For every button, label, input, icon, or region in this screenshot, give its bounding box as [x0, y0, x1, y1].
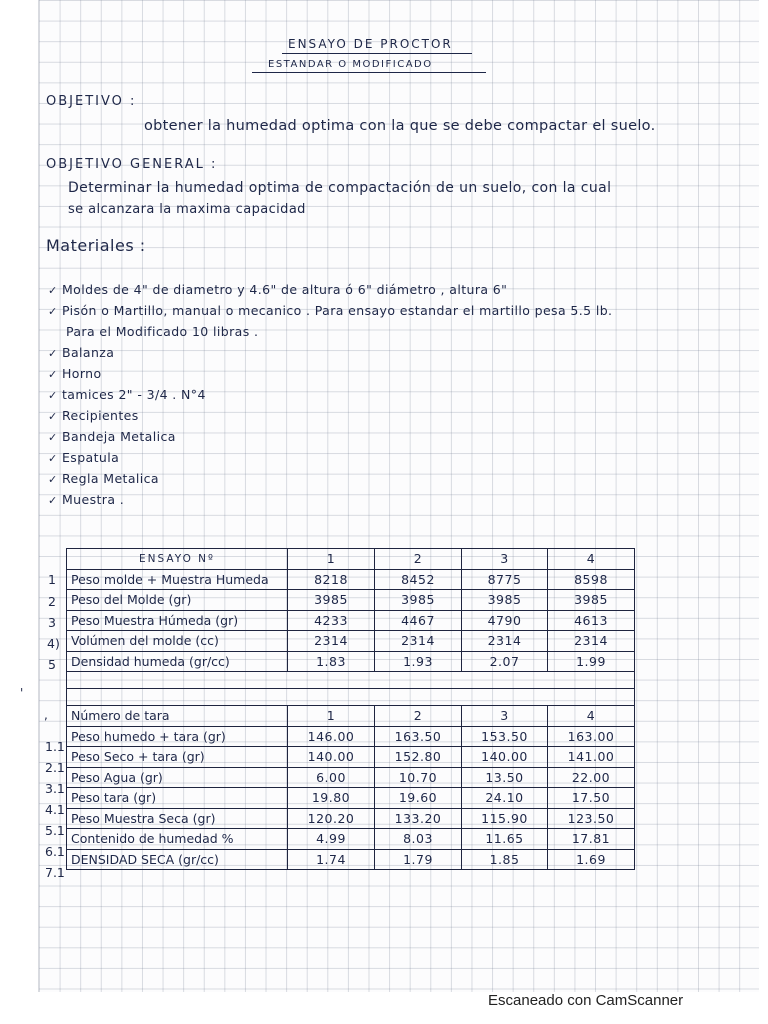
value-cell: 11.65	[462, 829, 548, 850]
value-cell: 152.80	[375, 747, 462, 768]
table-row	[67, 849, 635, 870]
row-label: Peso Agua (gr)	[67, 767, 288, 788]
proctor-results-table	[66, 548, 635, 870]
value-cell: 17.81	[548, 829, 635, 850]
scanner-watermark: Escaneado con CamScanner	[488, 992, 684, 1009]
value-cell: 22.00	[548, 767, 635, 788]
row-label: Densidad humeda (gr/cc)	[67, 651, 288, 672]
material-item-text: Para el Modificado 10 libras .	[66, 324, 259, 339]
value-cell: 146.00	[288, 726, 375, 747]
material-item-text: Pisón o Martillo, manual o mecanico . Para ensayo estandar el martillo pesa 5.5 lb.	[62, 303, 613, 318]
header-cell: Número de tara	[67, 706, 288, 727]
row-number: 7.1	[45, 865, 65, 880]
table-row	[67, 569, 635, 590]
materiales-list	[48, 282, 612, 513]
header-cell: 3	[462, 706, 548, 727]
value-cell: 1.93	[375, 651, 462, 672]
value-cell: 1.99	[548, 651, 635, 672]
row-label: Peso tara (gr)	[67, 788, 288, 809]
material-item	[48, 366, 612, 387]
checkmark-icon: ✓	[48, 473, 58, 486]
material-item-text: Recipientes	[62, 408, 139, 423]
value-cell: 2314	[462, 631, 548, 652]
value-cell: 2314	[288, 631, 375, 652]
value-cell: 3985	[548, 590, 635, 611]
table-row	[67, 726, 635, 747]
header-cell: 3	[462, 549, 548, 570]
material-item	[48, 450, 612, 471]
value-cell: 17.50	[548, 788, 635, 809]
row-label: Peso molde + Muestra Humeda	[67, 569, 288, 590]
header-cell: 1	[288, 549, 375, 570]
value-cell: 133.20	[375, 808, 462, 829]
title-underline	[282, 53, 472, 54]
objetivo-general-line-2: se alcanzara la maxima capacidad	[68, 202, 306, 217]
value-cell: 4.99	[288, 829, 375, 850]
value-cell: 3985	[375, 590, 462, 611]
table-row	[67, 610, 635, 631]
checkmark-icon: ✓	[48, 284, 58, 297]
material-item-text: Horno	[62, 366, 102, 381]
table-row	[67, 788, 635, 809]
value-cell: 140.00	[462, 747, 548, 768]
value-cell: 6.00	[288, 767, 375, 788]
objetivo-label: OBJETIVO :	[46, 94, 137, 109]
row-number: 2	[48, 594, 56, 609]
value-cell: 1.69	[548, 849, 635, 870]
row-label: Peso Muestra Húmeda (gr)	[67, 610, 288, 631]
value-cell: 8598	[548, 569, 635, 590]
table-row	[67, 829, 635, 850]
row-number: 1.1	[45, 739, 65, 754]
material-item	[48, 282, 612, 303]
table-row	[67, 767, 635, 788]
row-label: DENSIDAD SECA (gr/cc)	[67, 849, 288, 870]
row-label: Volúmen del molde (cc)	[67, 631, 288, 652]
table-row	[67, 651, 635, 672]
value-cell: 140.00	[288, 747, 375, 768]
objetivo-general-line-1: Determinar la humedad optima de compactación de un suelo, con la cual	[68, 180, 612, 196]
material-item	[48, 303, 612, 324]
objetivo-general-label: OBJETIVO GENERAL :	[46, 157, 218, 172]
material-item	[48, 387, 612, 408]
value-cell: 4467	[375, 610, 462, 631]
document-subtitle: ESTANDAR O MODIFICADO	[268, 59, 433, 70]
subtitle-underline	[252, 72, 486, 73]
material-item-text: Muestra .	[62, 492, 125, 507]
row-number: 5	[48, 657, 56, 672]
row-number: 5.1	[45, 823, 65, 838]
table-row	[67, 631, 635, 652]
row-number: 3.1	[45, 781, 65, 796]
header-cell: 4	[548, 706, 635, 727]
value-cell: 8218	[288, 569, 375, 590]
material-item-text: Regla Metalica	[62, 471, 159, 486]
row-label: Peso humedo + tara (gr)	[67, 726, 288, 747]
stray-mark: ,	[44, 708, 48, 722]
material-item	[48, 324, 612, 345]
value-cell: 2314	[375, 631, 462, 652]
value-cell: 153.50	[462, 726, 548, 747]
checkmark-icon: ✓	[48, 431, 58, 444]
table-row	[67, 590, 635, 611]
value-cell: 163.50	[375, 726, 462, 747]
material-item	[48, 492, 612, 513]
value-cell: 115.90	[462, 808, 548, 829]
checkmark-icon: ✓	[48, 347, 58, 360]
value-cell: 13.50	[462, 767, 548, 788]
material-item-text: tamices 2" - 3/4 . N°4	[62, 387, 206, 402]
row-label: Peso Seco + tara (gr)	[67, 747, 288, 768]
row-label: Peso Muestra Seca (gr)	[67, 808, 288, 829]
value-cell: 19.60	[375, 788, 462, 809]
row-number: 4.1	[45, 802, 65, 817]
material-item-text: Balanza	[62, 345, 115, 360]
value-cell: 1.74	[288, 849, 375, 870]
checkmark-icon: ✓	[48, 452, 58, 465]
value-cell: 2.07	[462, 651, 548, 672]
value-cell: 163.00	[548, 726, 635, 747]
table-row	[67, 808, 635, 829]
table-row	[67, 747, 635, 768]
checkmark-icon: ✓	[48, 305, 58, 318]
value-cell: 123.50	[548, 808, 635, 829]
material-item	[48, 345, 612, 366]
value-cell: 4233	[288, 610, 375, 631]
header-cell: 2	[375, 706, 462, 727]
row-number: 6.1	[45, 844, 65, 859]
value-cell: 19.80	[288, 788, 375, 809]
header-cell: 1	[288, 706, 375, 727]
value-cell: 4613	[548, 610, 635, 631]
value-cell: 2314	[548, 631, 635, 652]
row-number: 2.1	[45, 760, 65, 775]
checkmark-icon: ✓	[48, 494, 58, 507]
value-cell: 3985	[462, 590, 548, 611]
header-cell: 4	[548, 549, 635, 570]
material-item	[48, 471, 612, 492]
row-number: 4)	[47, 636, 60, 651]
value-cell: 8775	[462, 569, 548, 590]
checkmark-icon: ✓	[48, 389, 58, 402]
header-cell: ENSAYO Nº	[67, 549, 288, 570]
value-cell: 1.83	[288, 651, 375, 672]
value-cell: 1.85	[462, 849, 548, 870]
material-item-text: Moldes de 4" de diametro y 4.6" de altura ó 6" diámetro , altura 6"	[62, 282, 508, 297]
value-cell: 24.10	[462, 788, 548, 809]
materiales-label: Materiales :	[46, 236, 146, 255]
header-cell: 2	[375, 549, 462, 570]
row-number: 3	[48, 615, 56, 630]
value-cell: 141.00	[548, 747, 635, 768]
row-label: Contenido de humedad %	[67, 829, 288, 850]
row-number: 1	[48, 572, 56, 587]
value-cell: 1.79	[375, 849, 462, 870]
table-header-row-tara	[67, 706, 635, 727]
material-item	[48, 408, 612, 429]
table-spacer-row	[67, 689, 635, 706]
table-spacer-row	[67, 672, 635, 689]
value-cell: 4790	[462, 610, 548, 631]
checkmark-icon: ✓	[48, 368, 58, 381]
material-item-text: Espatula	[62, 450, 120, 465]
value-cell: 3985	[288, 590, 375, 611]
stray-mark: '	[20, 686, 24, 700]
row-label: Peso del Molde (gr)	[67, 590, 288, 611]
value-cell: 120.20	[288, 808, 375, 829]
table-header-row	[67, 549, 635, 570]
value-cell: 8.03	[375, 829, 462, 850]
material-item	[48, 429, 612, 450]
value-cell: 10.70	[375, 767, 462, 788]
document-title: ENSAYO DE PROCTOR	[288, 37, 453, 51]
material-item-text: Bandeja Metalica	[62, 429, 176, 444]
objetivo-text: obtener la humedad optima con la que se debe compactar el suelo.	[144, 118, 656, 134]
value-cell: 8452	[375, 569, 462, 590]
checkmark-icon: ✓	[48, 410, 58, 423]
